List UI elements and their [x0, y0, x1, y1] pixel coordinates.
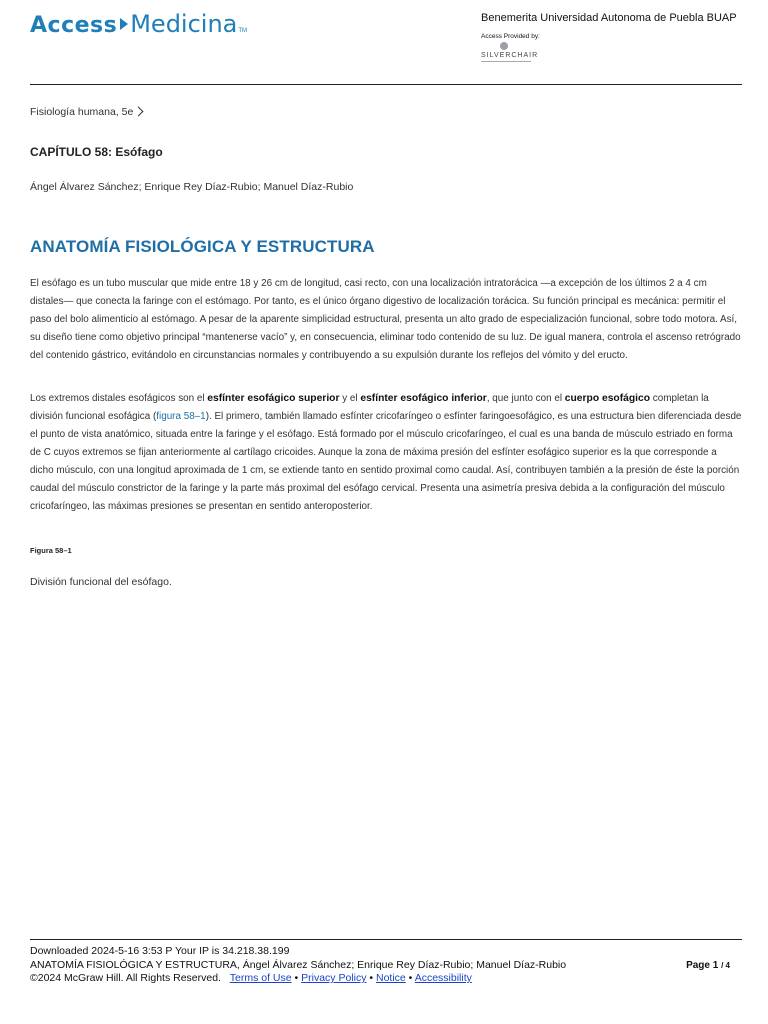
privacy-policy-link[interactable]: Privacy Policy: [301, 972, 367, 984]
page-header: [0, 0, 768, 86]
term-esfinter-superior: esfínter esofágico superior: [207, 393, 340, 404]
chapter-title: CAPÍTULO 58: Esófago: [30, 145, 163, 159]
terms-of-use-link[interactable]: Terms of Use: [229, 972, 292, 984]
silverchair-icon: [500, 42, 508, 50]
silverchair-underline: [481, 61, 531, 62]
page-number: [686, 960, 730, 971]
silverchair-logo: SILVERCHAIR: [481, 52, 539, 59]
page-footer: [30, 945, 566, 986]
term-cuerpo-esofagico: cuerpo esofágico: [564, 393, 651, 404]
footer-divider: [30, 939, 742, 940]
chevron-right-icon: [134, 106, 144, 116]
accessmedicina-logo[interactable]: [30, 10, 247, 38]
accessibility-link[interactable]: Accessibility: [414, 972, 472, 984]
copyright: ©2024 McGraw Hill. All Rights Reserved.: [30, 972, 221, 984]
access-provided-label: Access Provided by:: [481, 33, 540, 40]
p2-text-e: ). El primero, también llamado esfínter cricofaríngeo o esfínter faringoesofágico, es una estructura bien diferenciada desde el punto de vista anatómico, situada entre la faringe y el esófago. Está formado por el músculo cricofaríngeo, el cual es una banda de músculo estriado en forma de C cuyos extremos se fijan anteriormente al cartílago cricoides. Aunque la zona de máxima presión del esfínter esofágico superior es la que corresponde a dicho músculo, con una longitud aproximada de 1 cm, se extiende tanto en sentido proximal como caudal. Así, contribuyen también a la presión de éste la porción caudal del músculo constrictor de la faringe y la parte más proximal del esófago cervical. Presenta una asimetría presiva debida a la configuración del músculo cricofaríngeo, las máximas presiones se presentan en sentido anteroposterior.: [30, 411, 742, 512]
logo-arrow-icon: [120, 18, 128, 30]
figure-58-1-link[interactable]: figura 58–1: [156, 411, 206, 422]
download-info: Downloaded 2024-5-16 3:53 P Your IP is 34.218.38.199: [30, 945, 290, 957]
section-heading: ANATOMÍA FISIOLÓGICA Y ESTRUCTURA: [30, 237, 375, 256]
footer-links-row: ©2024 McGraw Hill. All Rights Reserved. Terms of Use • Privacy Policy • Notice • Accessibility: [30, 972, 472, 984]
p2-text-c: , que junto con el: [486, 393, 565, 404]
logo-access-text: Access: [30, 13, 118, 38]
header-divider: [30, 84, 742, 85]
paragraph-2: [30, 390, 742, 516]
paragraph-1: El esófago es un tubo muscular que mide entre 18 y 26 cm de longitud, casi recto, con una localización intratorácica —a excepción de los últimos 2 a 4 cm distales— que conecta la faringe con el estómago. Por tanto, es el único órgano digestivo de localización torácica. Su función principal es mecánica: permitir el paso del bolo alimenticio al estómago. A pesar de la aparente simplicidad estructural, presenta un alto grado de especialización funcional, sobre todo motora. Así, su diseño tiene como objetivo principal “mantenerse vacío” y, en consecuencia, eliminar todo contenido de su luz. De igual manera, controla el ascenso retrógrado del contenido gástrico, evitándolo en circunstancias normales y contribuyendo a su expulsión durante los reflejos del vómito y del eructo.: [30, 278, 741, 361]
figure-label: Figura 58–1: [30, 546, 72, 555]
p2-text-a: Los extremos distales esofágicos son el: [30, 393, 208, 404]
figure-caption: División funcional del esófago.: [30, 576, 172, 588]
term-esfinter-inferior: esfínter esofágico inferior: [360, 393, 487, 404]
logo-trademark: TM: [238, 28, 248, 34]
notice-link[interactable]: Notice: [375, 972, 406, 984]
citation: ANATOMÍA FISIOLÓGICA Y ESTRUCTURA, Ángel Álvarez Sánchez; Enrique Rey Díaz-Rubio; Manuel Díaz-Rubio: [30, 958, 567, 971]
logo-medicina-text: Medicina: [130, 10, 238, 38]
book-title-link[interactable]: Fisiología humana, 5e: [30, 106, 134, 118]
p2-text-d: completan la división funcional esofágica (: [30, 393, 709, 422]
p2-text-b: y el: [339, 393, 361, 404]
page-label: Page 1: [686, 960, 719, 971]
institution-name: Benemerita Universidad Autonoma de Puebla BUAP: [481, 12, 737, 24]
breadcrumb[interactable]: [30, 106, 142, 118]
chapter-authors: Ángel Álvarez Sánchez; Enrique Rey Díaz-Rubio; Manuel Díaz-Rubio: [30, 181, 354, 193]
page-total: / 4: [721, 961, 730, 970]
